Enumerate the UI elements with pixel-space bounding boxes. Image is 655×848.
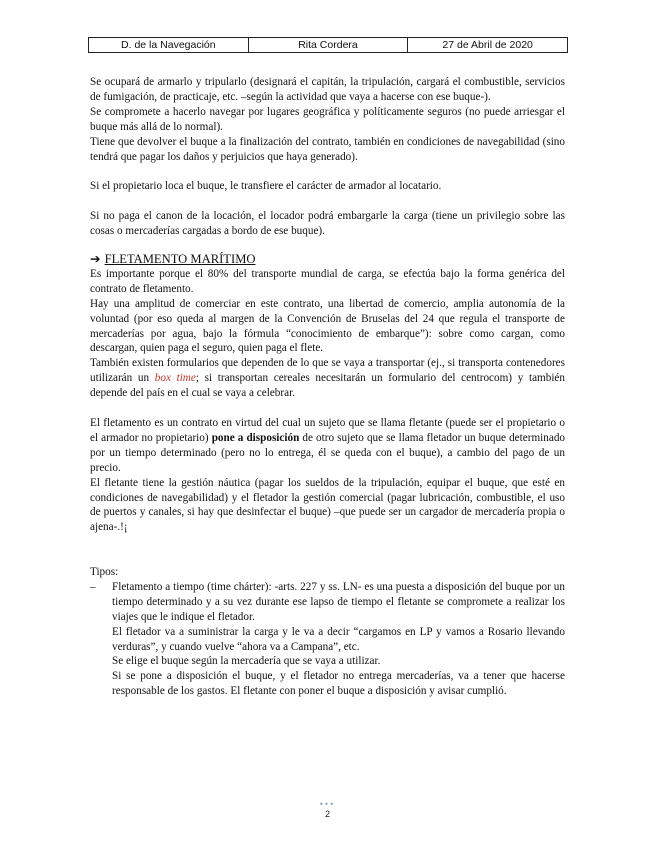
section-title: FLETAMENTO MARÍTIMO [104,251,256,266]
box-time-term: box time [154,372,196,385]
page-footer [0,800,655,820]
sub-paragraph-carga: El fletador va a suministrar la carga y le va a decir “cargamos en LP y vamos a Rosario llevando verduras”, y cuando vuelve “ahora va a Campana”, etc. [112,625,565,653]
section-heading [90,251,565,267]
paragraph-armador-obligations: Se ocupará de armarlo y tripularlo (designará el capitán, la tripulación, cargará el combustible, servicios de fumigación, de practicaje, etc. –según la actividad que vaya a hacerse con ese buque-). [90,76,565,103]
document-body [90,75,565,699]
sub-paragraph-gastos: Si se pone a disposición el buque, y el fletador no entrega mercaderías, va a tener que hacerse responsable de los gastos. El fletante con poner el buque a disposición y avisar cumplió. [112,670,565,698]
tipos-label: Tipos: [90,566,119,579]
paragraph-canon-embargo: Si no paga el canon de la locación, el locador podrá embargarle la carga (tiene un privilegio sobre las cosas o mercaderías cargadas a bordo de ese buque). [90,210,565,238]
paragraph-transfer-armador: Si el propietario loca el buque, le transfiere el carácter de armador al locatario. [90,180,442,193]
footer-dots: ••• [319,799,336,809]
header-subject: D. de la Navegación [89,38,249,53]
paragraph-autonomy: Hay una amplitud de comerciar en este contrato, una libertad de comercio, amplia autonomía de la voluntad (por eso queda al margen de la Convención de Bruselas del 24 que regula el transporte de mercaderías por agua, bajo la fórmula “conocimiento de embarque”): sobre como cargan, como descargan, quien paga el seguro, quien paga el flete. [90,297,565,355]
dash-bullet: – [90,580,96,593]
header-author: Rita Cordera [248,38,408,53]
header-table [88,37,568,53]
header-row [89,38,568,53]
pone-a-disposicion-term: pone a disposición [211,431,300,444]
arrow-right-icon: ➔ [90,250,101,266]
paragraph-return-vessel: Tiene que devolver el buque a la finalización del contrato, también en condiciones de navegabilidad (sino tendrá que pagar los daños y perjuicios que haya generado). [90,135,565,163]
list-item [90,580,565,625]
sub-paragraph-eleccion: Se elige el buque según la mercadería que se vaya a utilizar. [112,655,381,668]
paragraph-importance: Es importante porque el 80% del transporte mundial de carga, se efectúa bajo la forma genérica del contrato de fletamento. [90,267,565,295]
paragraph-safe-navigation: Se compromete a hacerlo navegar por lugares geográfica y políticamente seguros (no puede arriesgar el buque más allá de lo normal). [90,105,565,133]
header-date: 27 de Abril de 2020 [408,38,568,53]
tipo-time-charter: Fletamento a tiempo (time chárter): -arts. 227 y ss. LN- es una puesta a disposición del buque por un tiempo determinado y a su vez durante ese lapso de tiempo el fletante se compromete a realizar los viajes que le indique el fletador. [112,580,565,623]
paragraph-definition: El fletamento es un contrato en virtud del cual un sujeto que se llama fletante (puede ser el propietario o el armador no propietario) pone a disposición de otro sujeto que se llama fletador un buque determinado por un tiempo determinado (pero no lo entrega, él se queda con el buque), a cambio del pago de un precio. [90,416,566,474]
paragraph-gestion: El fletante tiene la gestión náutica (pagar los sueldos de la tripulación, equipar el buque, que esté en condiciones de navegabilidad) y el fletador la gestión comercial (pagar lubricación, combustible, el uso de puertos y canales, si hay que desinfectar el buque) –que puede ser un cargador de mercadería propia o ajena-.!¡ [90,476,565,534]
paragraph-forms: También existen formularios que dependen de lo que se vaya a transportar (ej., si transporta contenedores utilizarán un box time; si transportan cereales necesitarán un formulario del centrocom) y también depende del país en el cual se vaya a celebrar. [90,357,565,400]
page-number: 2 [324,809,330,819]
